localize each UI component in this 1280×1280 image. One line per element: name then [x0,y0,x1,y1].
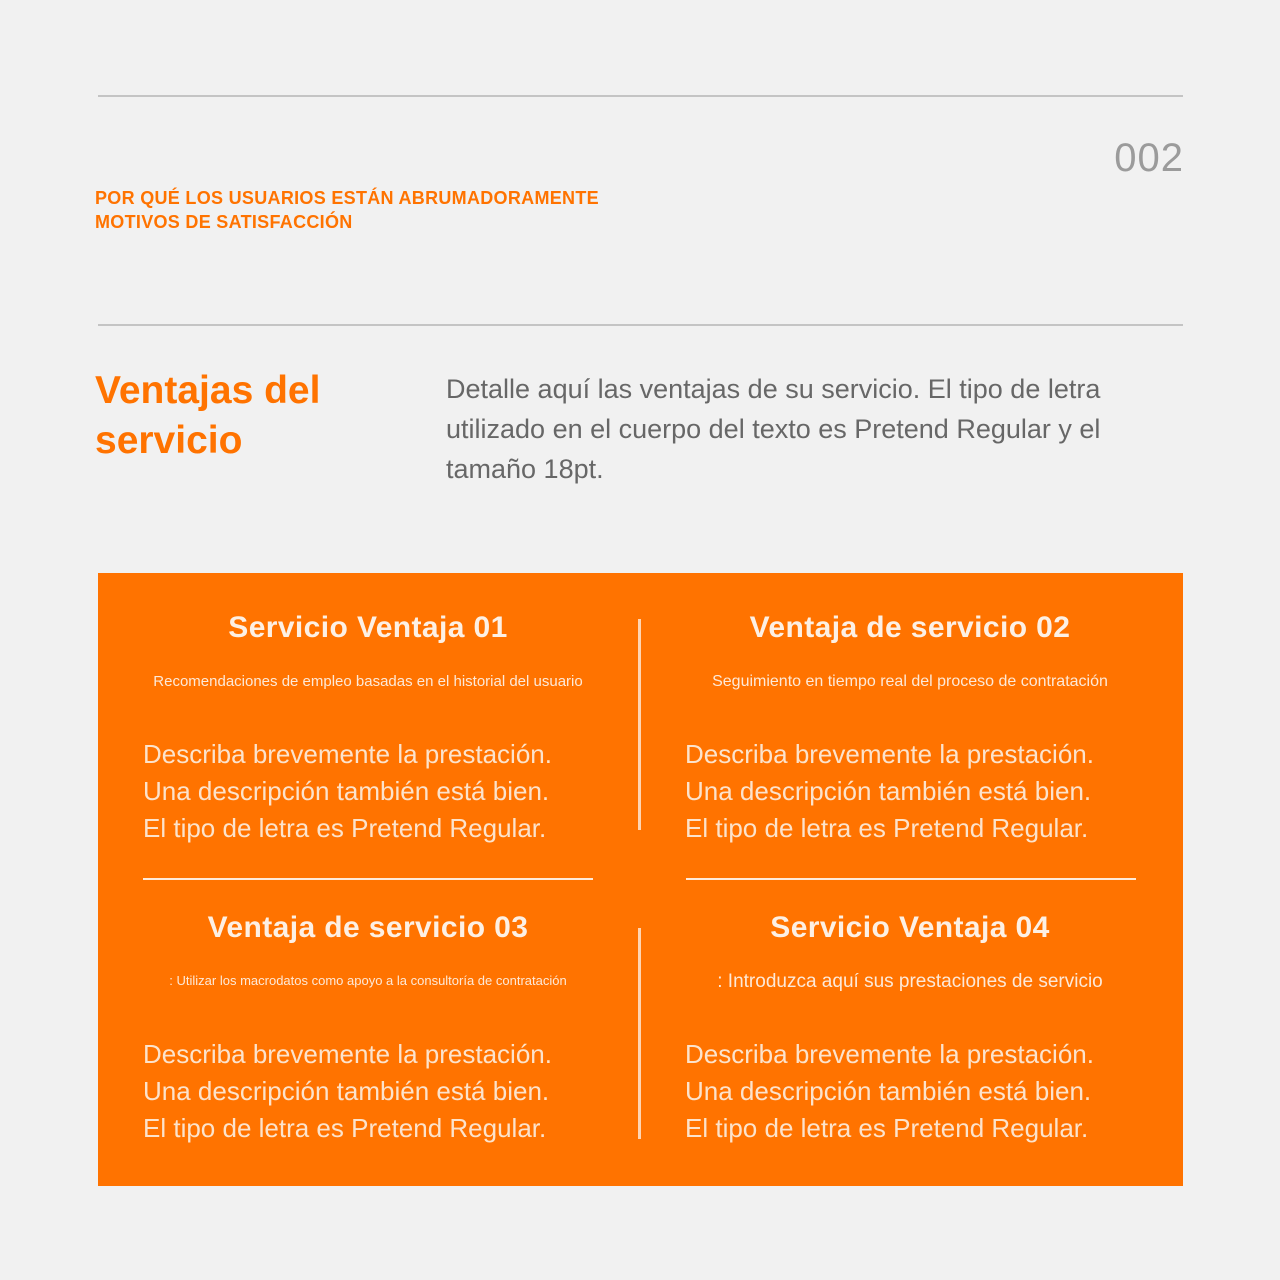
description-line: Describa brevemente la prestación. [143,739,552,769]
section-title-line-1: Ventajas del [95,369,321,412]
page-number: 002 [1114,136,1184,180]
eyebrow-line-2: MOTIVOS DE SATISFACCIÓN [95,212,353,232]
intro-line-3: tamaño 18pt. [446,454,604,484]
benefit-description [685,736,1165,847]
eyebrow-line-1: POR QUÉ LOS USUARIOS ESTÁN ABRUMADORAMENTE [95,188,599,208]
section-divider [98,324,1183,326]
benefit-title: Servicio Ventaja 04 [770,911,1050,944]
benefit-title: Servicio Ventaja 01 [228,611,508,644]
section-intro [446,369,1186,489]
benefit-card-1 [98,573,638,873]
benefit-card-3 [98,873,638,1173]
description-line: Describa brevemente la prestación. [685,1039,1094,1069]
eyebrow-heading [95,186,695,234]
benefit-card-4 [640,873,1180,1173]
benefit-card-2 [640,573,1180,873]
intro-line-2: utilizado en el cuerpo del texto es Pretend Regular y el [446,414,1101,444]
description-line: Describa brevemente la prestación. [685,739,1094,769]
benefits-panel [98,573,1183,1186]
benefit-subtitle: : Introduzca aquí sus prestaciones de servicio [717,971,1103,992]
benefit-description [143,736,623,847]
benefit-subtitle: Seguimiento en tiempo real del proceso de contratación [712,673,1108,690]
benefit-title: Ventaja de servicio 03 [207,911,529,944]
description-line: El tipo de letra es Pretend Regular. [685,1113,1089,1143]
benefit-title: Ventaja de servicio 02 [749,611,1071,644]
description-line: Una descripción también está bien. [685,1076,1092,1106]
benefit-subtitle: : Utilizar los macrodatos como apoyo a la consultoría de contratación [169,973,567,988]
description-line: Una descripción también está bien. [143,1076,550,1106]
section-title-line-2: servicio [95,419,243,462]
description-line: El tipo de letra es Pretend Regular. [143,813,547,843]
top-divider [98,95,1183,97]
description-line: El tipo de letra es Pretend Regular. [143,1113,547,1143]
benefit-subtitle: Recomendaciones de empleo basadas en el historial del usuario [153,673,583,690]
benefit-description [685,1036,1165,1147]
description-line: El tipo de letra es Pretend Regular. [685,813,1089,843]
section-title [95,366,415,466]
description-line: Una descripción también está bien. [143,776,550,806]
benefit-description [143,1036,623,1147]
description-line: Describa brevemente la prestación. [143,1039,552,1069]
description-line: Una descripción también está bien. [685,776,1092,806]
intro-line-1: Detalle aquí las ventajas de su servicio. El tipo de letra [446,374,1101,404]
